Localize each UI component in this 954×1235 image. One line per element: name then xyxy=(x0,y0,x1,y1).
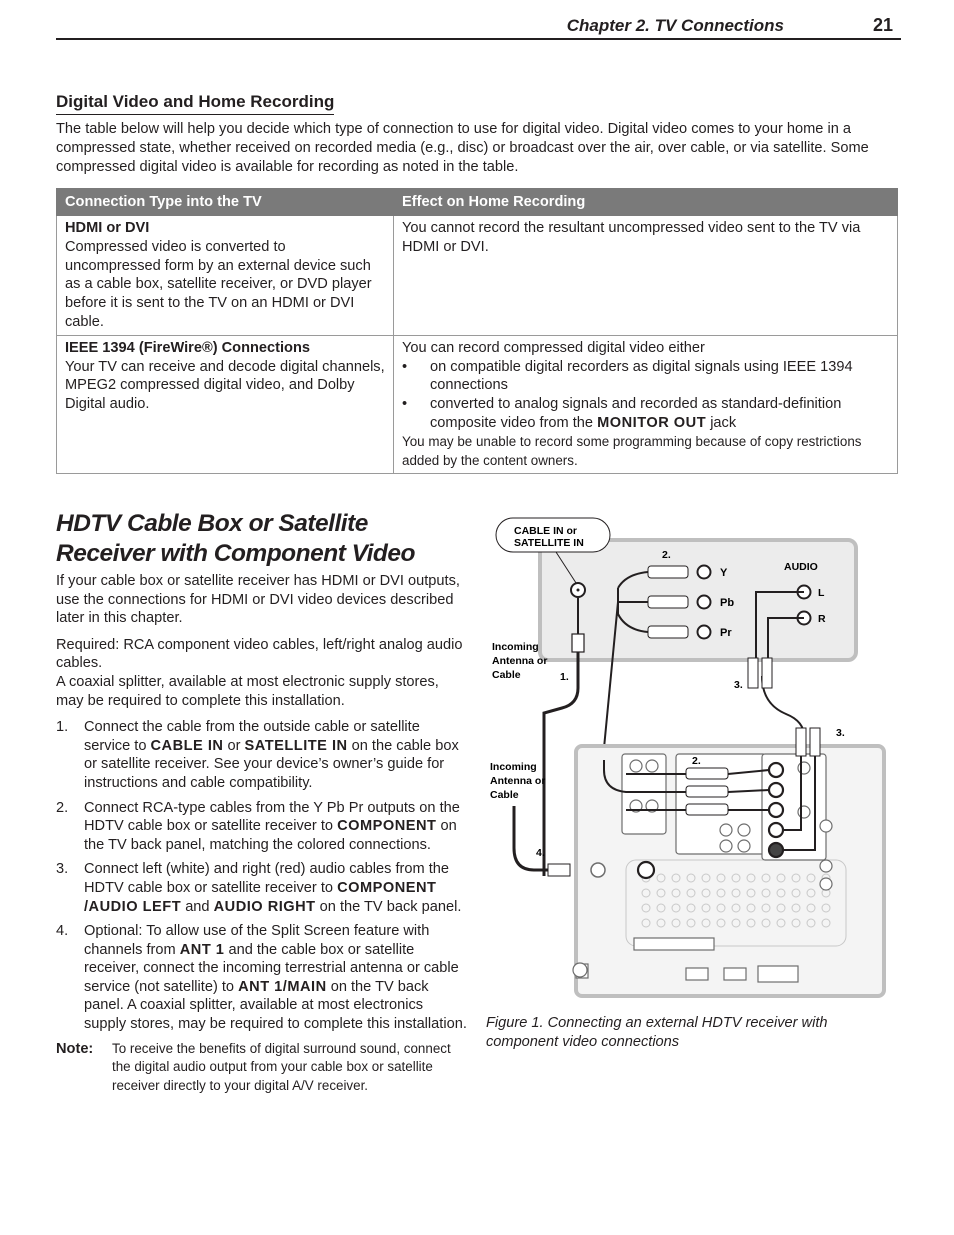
diagram-svg xyxy=(486,508,890,998)
incoming-label: Incoming xyxy=(492,641,539,653)
step-text: Connect left (white) and right (red) audio cables from the HDTV cable box or satellite receiver to xyxy=(84,861,450,896)
paragraph: If your cable box or satellite receiver has HDMI or DVI outputs, use the connections for HDMI or DVI video devices described later in this chapter. xyxy=(56,573,460,627)
pr-label: Pr xyxy=(720,627,732,639)
connection-diagram xyxy=(486,508,890,998)
audio-plug-l xyxy=(748,658,758,688)
note xyxy=(56,1040,468,1096)
tv-rca-plug xyxy=(686,786,728,797)
pb-jack-icon xyxy=(698,596,711,609)
step-text: on the TV back panel, matching the colored connections. xyxy=(84,818,457,853)
note-label: Note: xyxy=(56,1040,94,1057)
step-text: and the cable box or satellite receiver, connect the incoming terrestrial antenna or cable service (not satellite) to xyxy=(84,941,459,995)
list-item xyxy=(56,922,468,1034)
connection-type-desc: Compressed video is converted to uncompressed form by an external device such as a cable box, satellite receiver, or DVD player before it is sent to the TV on an HDMI or DVI cable. xyxy=(65,238,372,330)
keyword: COMPONENT /AUDIO LEFT xyxy=(84,879,437,915)
tv-audio-plug xyxy=(796,728,806,756)
instructions-column xyxy=(56,572,468,1095)
table-header-type: Connection Type into the TV xyxy=(57,189,394,216)
keyword: ANT 1 xyxy=(179,941,225,958)
figure-caption: Figure 1. Connecting an external HDTV receiver with component video connections xyxy=(486,1015,828,1050)
incoming-label: Antenna or xyxy=(492,655,548,667)
section-title: Digital Video and Home Recording xyxy=(56,92,334,115)
section-intro: The table below will help you decide which type of connection to use for digital video. Digital video comes to your home in a compressed state, whether received on recorded media (e.g., disc) or broadcast over the air, over cable, or via satellite. Some compressed digital video is available for recording as noted in the table. xyxy=(56,121,869,175)
pr-jack-icon xyxy=(698,626,711,639)
step-number: 2. xyxy=(56,799,69,816)
table-cell-effect xyxy=(394,335,898,474)
main-title: HDTV Cable Box or Satellite Receiver with Component Video xyxy=(56,510,415,567)
monitor-out-keyword: MONITOR OUT xyxy=(597,414,707,431)
list-item xyxy=(56,860,468,916)
tv-audio-r-jack-icon xyxy=(769,843,783,857)
incoming-label: Incoming xyxy=(490,761,537,773)
l-label: L xyxy=(818,587,825,599)
step-text: and xyxy=(185,898,210,915)
tv-pb-jack-icon xyxy=(769,783,783,797)
table-header-effect: Effect on Home Recording xyxy=(394,189,898,216)
step-3-label: 3. xyxy=(836,727,845,739)
bullet-text-end: jack xyxy=(710,414,737,431)
pb-label: Pb xyxy=(720,597,735,609)
coax-pin-icon xyxy=(577,589,580,592)
paragraph: A coaxial splitter, available at most electronic supply stores, may be required to complete this installation. xyxy=(56,673,439,709)
table-cell-type xyxy=(57,216,394,336)
step-number: 3. xyxy=(56,861,69,878)
incoming-label: Antenna or xyxy=(490,775,546,787)
step-1-label: 1. xyxy=(560,671,569,683)
bullet-marker: • xyxy=(402,358,408,375)
audio-label: AUDIO xyxy=(784,561,818,573)
step-text: Optional: To allow use of the Split Screen feature with channels from xyxy=(84,923,430,958)
keyword: COMPONENT xyxy=(337,818,437,835)
satellite-in-label: SATELLITE IN xyxy=(514,537,584,549)
keyword: ANT 1/MAIN xyxy=(238,978,327,995)
tv-pr-jack-icon xyxy=(769,803,783,817)
ant2-jack-icon xyxy=(591,863,605,877)
bullet-marker: • xyxy=(402,396,408,413)
step-2-label: 2. xyxy=(662,549,671,561)
note-text: To receive the benefits of digital surround sound, connect the digital audio output from your cable box or satellite receiver directly to your digital A/V receiver. xyxy=(112,1040,451,1093)
tv-audio-plug xyxy=(810,728,820,756)
effect-note: You may be unable to record some programming because of copy restrictions added by the content owners. xyxy=(402,433,862,468)
step-text: on the TV back panel. xyxy=(319,898,462,915)
bullet-text: on compatible digital recorders as digital signals using IEEE 1394 connections xyxy=(430,358,853,394)
keyword: SATELLITE IN xyxy=(244,737,348,754)
coax-plug-icon xyxy=(572,634,584,652)
table-header-row xyxy=(57,189,898,216)
connection-type-desc: Your TV can receive and decode digital channels, MPEG2 compressed digital video, and Dolby Digital audio. xyxy=(65,358,385,413)
step-text: Connect RCA-type cables from the Y Pb Pr outputs on the HDTV cable box or satellite receiver to xyxy=(84,799,460,835)
connection-type-title: HDMI or DVI xyxy=(65,220,150,236)
incoming-label: Cable xyxy=(490,789,519,801)
component-plugs xyxy=(648,566,688,638)
page-number: 21 xyxy=(872,15,893,35)
step-text: on the cable box or satellite receiver. See your device’s owner’s guide for instructions and cable compatibility. xyxy=(84,737,459,791)
tv-audio-l-jack-icon xyxy=(769,823,783,837)
keyword: AUDIO RIGHT xyxy=(213,898,316,915)
step-2-label: 2. xyxy=(692,755,701,767)
paragraph: Required: RCA component video cables, left/right analog audio cables. xyxy=(56,636,463,672)
tv-rca-plug xyxy=(686,768,728,779)
keyword: CABLE IN xyxy=(150,737,224,754)
step-3-label: 3. xyxy=(734,679,743,691)
effect-text: You cannot record the resultant uncompressed video sent to the TV via HDMI or DVI. xyxy=(402,220,861,255)
rca-plug-y xyxy=(648,566,688,578)
steps-list xyxy=(56,718,468,1034)
step-number: 1. xyxy=(56,719,69,736)
table-row xyxy=(57,335,898,474)
effect-bullet xyxy=(402,395,889,433)
step-text: on the TV back panel. A coaxial splitter, available at most electronics supply stores, may be required to complete this installation. xyxy=(84,978,467,1033)
tv-y-jack-icon xyxy=(769,763,783,777)
list-item xyxy=(56,799,468,855)
effect-bullet xyxy=(402,358,889,396)
rca-plug-pb xyxy=(648,596,688,608)
list-item xyxy=(56,718,468,792)
bullet-text: converted to analog signals and recorded as standard-definition composite video from the xyxy=(430,396,842,431)
rca-plug-pr xyxy=(648,626,688,638)
page-header xyxy=(56,14,901,40)
table-cell-effect xyxy=(394,216,898,336)
y-label: Y xyxy=(720,567,728,579)
step-text: Connect the cable from the outside cable or satellite service to xyxy=(84,719,420,754)
table-cell-type xyxy=(57,335,394,474)
ant1-main-jack-icon xyxy=(638,862,654,878)
connection-table xyxy=(56,188,898,474)
coax-cable-1 xyxy=(544,652,578,876)
tv-rca-plug xyxy=(686,804,728,815)
incoming-label: Cable xyxy=(492,669,521,681)
cable-in-label: CABLE IN or xyxy=(514,525,577,537)
table-row xyxy=(57,216,898,336)
audio-plug-r xyxy=(762,658,772,688)
step-4-label: 4. xyxy=(536,847,545,859)
step-text: or xyxy=(227,737,241,754)
effect-intro: You can record compressed digital video either xyxy=(402,339,705,356)
step-number: 4. xyxy=(56,923,69,940)
r-label: R xyxy=(818,613,826,625)
connection-type-title: IEEE 1394 (FireWire®) Connections xyxy=(65,339,310,356)
y-jack-icon xyxy=(698,566,711,579)
chapter-title: Chapter 2. TV Connections xyxy=(566,16,784,35)
coax-plug-icon xyxy=(548,864,570,876)
